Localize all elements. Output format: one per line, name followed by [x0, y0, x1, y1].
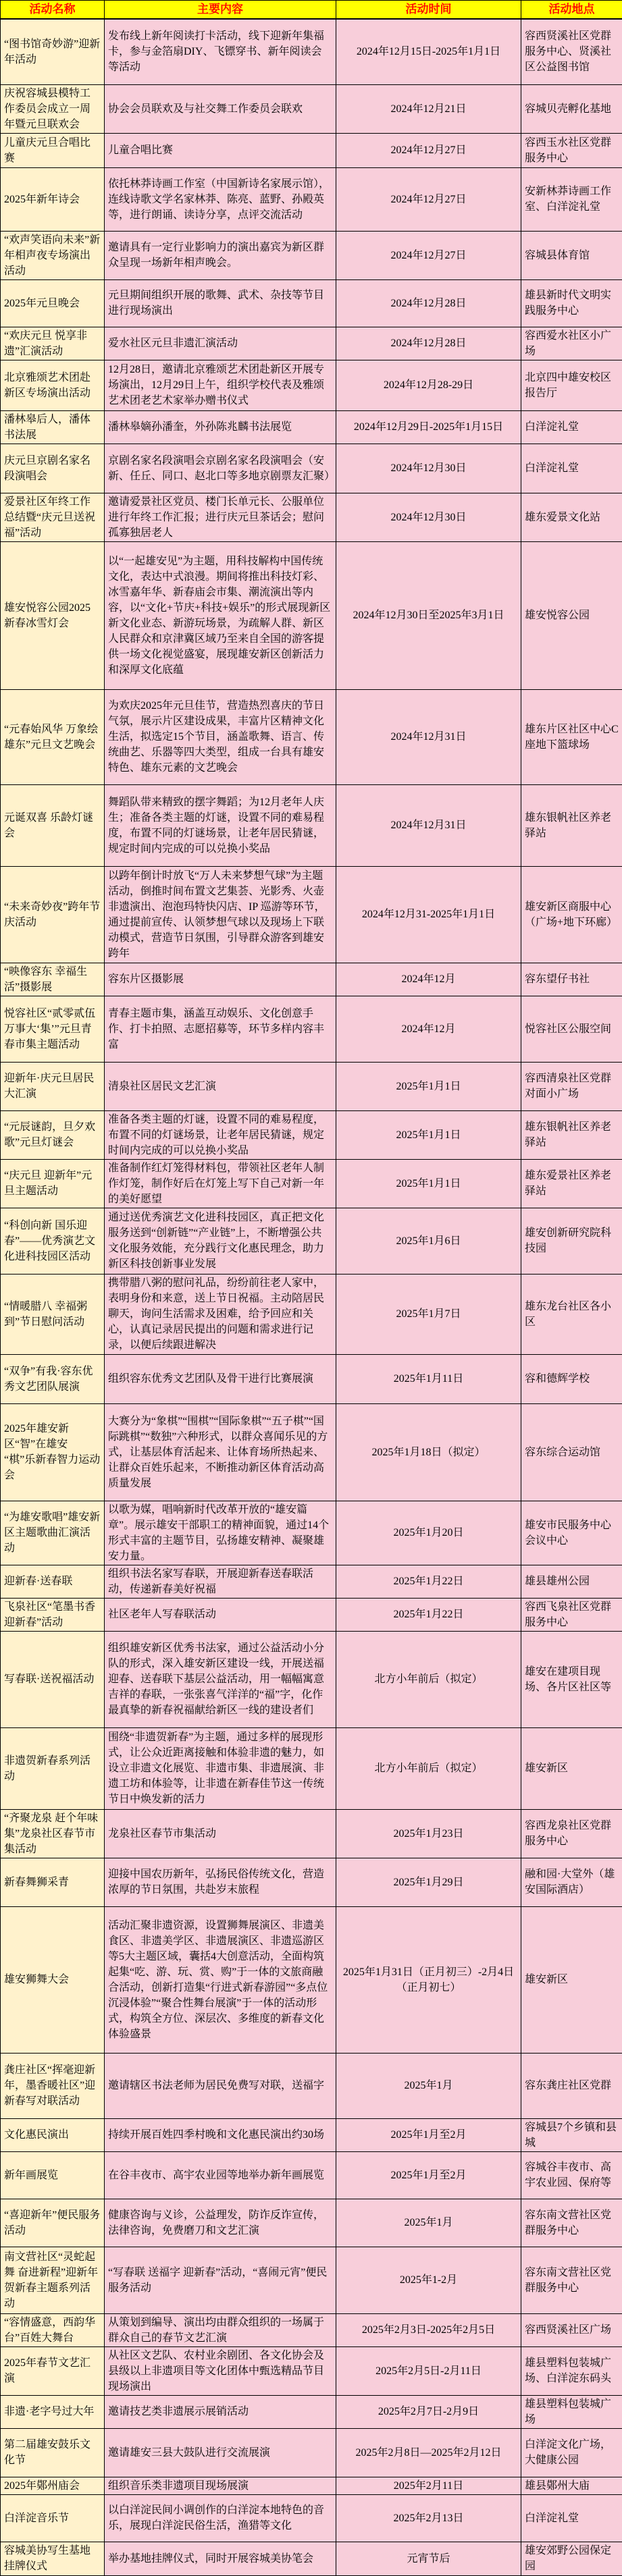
activity-location-cell: 白洋淀礼堂: [521, 410, 622, 444]
activity-name-cell: “容情盛意，西韵华台”百姓大舞台: [1, 2313, 105, 2346]
activity-time-cell: 2025年1月11日: [336, 1354, 521, 1403]
main-content-cell: 持续开展百姓四季村晚和文化惠民演出约30场: [105, 2118, 336, 2151]
main-content-cell: 邀请辖区书法老师为居民免费写对联，送福字: [105, 2053, 336, 2118]
activity-name-cell: 非遗·老字号过大年: [1, 2395, 105, 2428]
main-content-cell: 邀请具有一定行业影响力的演出嘉宾为新区群众呈现一场新年相声晚会。: [105, 231, 336, 279]
activity-location-cell: 雄安新区: [521, 1727, 622, 1809]
activity-location-cell: 容和德辉学校: [521, 1354, 622, 1403]
activity-time-cell: 2025年1月7日: [336, 1274, 521, 1354]
activity-name-cell: “喜迎新年”便民服务活动: [1, 2199, 105, 2247]
activity-time-cell: 2025年1月22日: [336, 1565, 521, 1598]
table-row: [1, 279, 622, 327]
activity-location-cell: 雄安创新研究院科技园: [521, 1208, 622, 1274]
table-row: [1, 410, 622, 444]
activity-location-cell: 容西爱水社区小广场: [521, 327, 622, 360]
activity-time-cell: 2024年12月: [336, 996, 521, 1062]
activity-name-cell: “图书馆奇妙游”迎新年活动: [1, 19, 105, 84]
main-content-cell: 从策划到编导、演出均由群众组织的一场属于群众自己的春节文艺汇演: [105, 2313, 336, 2346]
table-row: [1, 2395, 622, 2428]
activity-name-cell: “为雄安歌唱”雄安新区主题歌曲汇演活动: [1, 1501, 105, 1565]
activity-name-cell: 2025年新年诗会: [1, 167, 105, 231]
main-content-cell: 邀请爱景社区党员、楼门长单元长、公服单位进行年终工作汇报；进行庆元旦茶话会；慰问孤寡独居老人: [105, 493, 336, 541]
activity-name-cell: 容城美协写生基地挂牌仪式: [1, 2542, 105, 2575]
activity-name-cell: “元春始风华 万象绘雄东”元旦文艺晚会: [1, 689, 105, 784]
activity-location-cell: 雄县鄚州大庙: [521, 2477, 622, 2494]
activity-name-cell: 儿童庆元旦合唱比赛: [1, 133, 105, 167]
table-row: [1, 784, 622, 866]
table-row: [1, 1727, 622, 1809]
table-row: [1, 1159, 622, 1208]
activity-location-cell: 雄安在建项目现场、各片区社区等: [521, 1631, 622, 1727]
activity-time-cell: 2024年12月30日至2025年3月1日: [336, 541, 521, 689]
activity-time-cell: 2025年1月: [336, 2199, 521, 2247]
main-content-cell: 发布线上新年阅读打卡活动，线下迎新年集福卡，参与金箔扇DIY、飞镖穿书、新年阅读会等活动: [105, 19, 336, 84]
activity-name-cell: 2025年鄚州庙会: [1, 2477, 105, 2494]
table-row: [1, 1858, 622, 1906]
activity-location-cell: 容西玉水社区党群服务中心: [521, 133, 622, 167]
header-main-content: 主要内容: [105, 1, 336, 20]
activity-name-cell: 雄安狮舞大会: [1, 1906, 105, 2053]
activity-location-cell: 容城县7个乡镇和县城: [521, 2118, 622, 2151]
activity-location-cell: 雄县新时代文明实践服务中心: [521, 279, 622, 327]
activity-location-cell: 雄东片区社区中心C座地下篮球场: [521, 689, 622, 784]
activity-name-cell: “双争”有我·容东优秀文艺团队展演: [1, 1354, 105, 1403]
table-row: [1, 360, 622, 410]
table-row: [1, 444, 622, 493]
activity-location-cell: 容西龙泉社区党群服务中心: [521, 1809, 622, 1858]
table-row: [1, 689, 622, 784]
main-content-cell: 组织音乐类非遗项目现场展演: [105, 2477, 336, 2494]
activity-name-cell: 白洋淀音乐节: [1, 2494, 105, 2542]
activity-name-cell: 雄安悦容公园2025新春冰雪灯会: [1, 541, 105, 689]
activity-time-cell: 北方小年前后（拟定）: [336, 1631, 521, 1727]
activity-time-cell: 2025年1月6日: [336, 1208, 521, 1274]
activity-location-cell: 容城县体育馆: [521, 231, 622, 279]
activity-location-cell: 白洋淀礼堂: [521, 444, 622, 493]
activity-time-cell: 2024年12月29日-2025年1月15日: [336, 410, 521, 444]
main-content-cell: 以“一起雄安见”为主题，用科技解构中国传统文化，表达中式浪漫。期间将推出科技灯彩、冰雪嘉年华、新春庙会市集、潮流演出等内容，以“文化+节庆+科技+娱乐”的形式展现新区新文化业态、新游玩场景，为疏解人群、新区人民群众和京津冀区域乃至来自全国的游客提供一场文化视觉盛宴，展现雄安新区创新活力和深厚文化底蕴: [105, 541, 336, 689]
activity-location-cell: 雄县雄州公园: [521, 1565, 622, 1598]
main-content-cell: 通过送优秀演艺文化进科技园区，真正把文化服务送到“创新链”“产业链”上，不断增强公共文化服务效能，充分践行文化惠民理念，助力新区科技创新事业发展: [105, 1208, 336, 1274]
activity-location-cell: 雄安悦容公园: [521, 541, 622, 689]
activity-location-cell: 容东望仔书社: [521, 963, 622, 996]
activity-location-cell: 雄东银帆社区养老驿站: [521, 1110, 622, 1159]
main-content-cell: 12月28日，邀请北京雅颂艺术团赴新区开展专场演出，12月29日上午，组织学校代表及雅颂艺术团老艺术家举办赠书仪式: [105, 360, 336, 410]
activity-time-cell: 2025年2月11日: [336, 2477, 521, 2494]
activity-time-cell: 2025年2月8日—2025年2月12日: [336, 2428, 521, 2477]
table-row: [1, 963, 622, 996]
table-row: [1, 231, 622, 279]
table-row: [1, 996, 622, 1062]
activity-name-cell: “映像容东 幸福生活”摄影展: [1, 963, 105, 996]
activity-time-cell: 2025年1月22日: [336, 1598, 521, 1631]
activity-time-cell: 2025年1月18日（拟定）: [336, 1403, 521, 1501]
activity-time-cell: 2025年1月1日: [336, 1159, 521, 1208]
header-activity-name: 活动名称: [1, 1, 105, 20]
table-row: [1, 1274, 622, 1354]
activity-time-cell: 2025年2月13日: [336, 2494, 521, 2542]
table-row: [1, 1403, 622, 1501]
activity-time-cell: 2024年12月28日: [336, 327, 521, 360]
activity-name-cell: 第二届雄安鼓乐文化节: [1, 2428, 105, 2477]
main-content-cell: 青春主题市集，涵盖互动娱乐、文化创意手作、打卡拍照、志愿招募等，环节多样内容丰富: [105, 996, 336, 1062]
main-content-cell: 围绕“非遗贺新春”为主题，通过多样的展现形式，让公众近距离接触和体验非遗的魅力，如设立非遗文化展览、非遗市集、非遗展演、非遗工坊和体验等，让非遗在新春佳节这一传统节日中焕发新的活力: [105, 1727, 336, 1809]
activity-time-cell: 2024年12月28-29日: [336, 360, 521, 410]
table-row: [1, 133, 622, 167]
activity-location-cell: 容东综合运动馆: [521, 1403, 622, 1501]
table-row: [1, 2118, 622, 2151]
activity-time-cell: 2025年1月20日: [336, 1501, 521, 1565]
main-content-cell: 邀请技艺类非遗展示展销活动: [105, 2395, 336, 2428]
main-content-cell: 从社区文艺队、农村业余剧团、各文化协会及县级以上非遗项目等文化团体中甄选精品节目现场演出: [105, 2346, 336, 2395]
activity-time-cell: 2025年1月1日: [336, 1110, 521, 1159]
table-row: [1, 327, 622, 360]
table-row: [1, 2494, 622, 2542]
activity-time-cell: 2024年12月28日: [336, 279, 521, 327]
activity-time-cell: 2025年1月29日: [336, 1858, 521, 1906]
activity-location-cell: 北京四中雄安校区报告厅: [521, 360, 622, 410]
activity-name-cell: 迎新年·庆元旦居民大汇演: [1, 1062, 105, 1110]
activity-name-cell: “情暖腊八 幸福粥到”节日慰问活动: [1, 1274, 105, 1354]
table-row: [1, 2428, 622, 2477]
header-row: [1, 1, 622, 20]
main-content-cell: 组织书法名家写春联，开展迎新春送春联活动，传递新春美好祝福: [105, 1565, 336, 1598]
activity-name-cell: 新春舞狮采青: [1, 1858, 105, 1906]
activity-name-cell: 2025年元旦晚会: [1, 279, 105, 327]
activity-name-cell: “科创向新 国乐迎春”——优秀演艺文化进科技园区活动: [1, 1208, 105, 1274]
table-row: [1, 1598, 622, 1631]
activity-location-cell: 雄东银帆社区养老驿站: [521, 784, 622, 866]
table-row: [1, 1631, 622, 1727]
activity-location-cell: 雄东爱景社区养老驿站: [521, 1159, 622, 1208]
table-row: [1, 1906, 622, 2053]
activity-name-cell: 爱景社区年终工作总结暨“庆元旦送祝福”活动: [1, 493, 105, 541]
main-content-cell: 清泉社区居民文艺汇演: [105, 1062, 336, 1110]
activity-time-cell: 2024年12月15日-2025年1月1日: [336, 19, 521, 84]
activity-location-cell: 容东南文营社区党群服务中心: [521, 2199, 622, 2247]
activity-location-cell: 容西飞泉社区党群服务中心: [521, 1598, 622, 1631]
table-row: [1, 2346, 622, 2395]
main-content-cell: 组织容东优秀文艺团队及骨干进行比赛展演: [105, 1354, 336, 1403]
table-row: [1, 1354, 622, 1403]
table-row: [1, 866, 622, 963]
activity-location-cell: 容西贤溪社区广场: [521, 2313, 622, 2346]
main-content-cell: 依托林莽诗画工作室（中国新诗名家展示馆），连线诗歌文学名家林莽、陈亮、蓝野、孙殿英等，进行朗诵、读诗分享，点评交流活动: [105, 167, 336, 231]
activity-name-cell: 迎新春·送春联: [1, 1565, 105, 1598]
activity-location-cell: 雄东爱景文化站: [521, 493, 622, 541]
header-activity-location: 活动地点: [521, 1, 622, 20]
activity-name-cell: 龚庄社区“挥毫迎新年，墨香暖社区”迎新春写对联活动: [1, 2053, 105, 2118]
activity-time-cell: 2025年2月7日-2月9日: [336, 2395, 521, 2428]
activity-name-cell: 潘林皋后人，潘体书法展: [1, 410, 105, 444]
table-row: [1, 2053, 622, 2118]
activity-name-cell: 非遗贺新春系列活动: [1, 1727, 105, 1809]
main-content-cell: 潘林皋嫡孙潘奎，外孙陈兆麟书法展览: [105, 410, 336, 444]
main-content-cell: 舞蹈队带来精致的摆字舞蹈；为12月老年人庆生；准备各类主题的灯谜，设置不同的难易程度，布置不同的灯谜场景，让老年居民猜谜，规定时间内完成的可以兑换小奖品: [105, 784, 336, 866]
activity-name-cell: 庆祝容城县模特工作委员会成立一周年暨元旦联欢会: [1, 84, 105, 133]
activity-location-cell: 雄安市民服务中心会议中心: [521, 1501, 622, 1565]
main-content-cell: 以跨年倒计时放飞“万人未来梦想气球”为主题活动，倒推时间布置文艺集荟、光影秀、火壶非遗演出、泡泡玛特快闪店、IP 巡游等环节，通过提前宣传、认领梦想气球以及现场上下联动模式，营造节日氛围，引导群众游客到雄安跨年: [105, 866, 336, 963]
activity-name-cell: “欢庆元旦 悦享非遗”汇演活动: [1, 327, 105, 360]
table-row: [1, 2199, 622, 2247]
main-content-cell: 龙泉社区春节市集活动: [105, 1809, 336, 1858]
activity-location-cell: 雄安郊野公园保定园: [521, 2542, 622, 2575]
activity-time-cell: 2024年12月30日: [336, 444, 521, 493]
header-activity-time: 活动时间: [336, 1, 521, 20]
activity-time-cell: 2025年1-2月: [336, 2247, 521, 2313]
main-content-cell: 容东片区摄影展: [105, 963, 336, 996]
activity-time-cell: 2025年1月31日（正月初三）-2月4日（正月初七）: [336, 1906, 521, 2053]
main-content-cell: 大赛分为“象棋”“围棋”“国际象棋”“五子棋”“国际跳棋”“数独”六种形式，以群众喜闻乐见的方式，让基层体育活起来、让体育场所热起来、让群众百姓乐起来，不断推动新区体育活动高质量发展: [105, 1403, 336, 1501]
activity-location-cell: 雄县塑料包装城广场、白洋淀东码头: [521, 2346, 622, 2395]
activity-name-cell: 庆元旦京剧名家名段演唱会: [1, 444, 105, 493]
table-row: [1, 2313, 622, 2346]
main-content-cell: 儿童合唱比赛: [105, 133, 336, 167]
activity-time-cell: 2024年12月31-2025年1月1日: [336, 866, 521, 963]
main-content-cell: 准备制作红灯笼得材料包，带领社区老年人制作灯笼，制作好后在灯笼上写下自己对新一年的美好愿望: [105, 1159, 336, 1208]
activity-location-cell: 雄县塑料包装城广场: [521, 2395, 622, 2428]
activity-location-cell: 容东龚庄社区党群: [521, 2053, 622, 2118]
activity-time-cell: 2025年1月至2月: [336, 2151, 521, 2199]
activity-name-cell: “未来奇妙夜”跨年节庆活动: [1, 866, 105, 963]
table-row: [1, 541, 622, 689]
activity-name-cell: 北京雅颂艺术团赴新区专场演出活动: [1, 360, 105, 410]
activity-location-cell: 容西清泉社区党群对面小广场: [521, 1062, 622, 1110]
table-row: [1, 19, 622, 84]
main-content-cell: 邀请雄安三县大鼓队进行交流展演: [105, 2428, 336, 2477]
table-body: [1, 19, 622, 2575]
table-row: [1, 84, 622, 133]
activity-name-cell: 飞泉社区“笔墨书香迎新春”活动: [1, 1598, 105, 1631]
table-row: [1, 167, 622, 231]
activity-name-cell: 写春联·送祝福活动: [1, 1631, 105, 1727]
activity-name-cell: 悦容社区“贰零贰伍 万事大‘集’”元旦青春市集主题活动: [1, 996, 105, 1062]
activity-name-cell: “庆元旦 迎新年”元旦主题活动: [1, 1159, 105, 1208]
activity-name-cell: “欢声笑语向未来”新年相声夜专场演出活动: [1, 231, 105, 279]
main-content-cell: 举办基地挂牌仪式，同时开展容城美协笔会: [105, 2542, 336, 2575]
main-content-cell: 准备各类主题的灯谜，设置不同的难易程度，布置不同的灯谜场景，让老年居民猜谜，规定时间内完成的可以兑换小奖品: [105, 1110, 336, 1159]
activity-time-cell: 2024年12月31日: [336, 784, 521, 866]
activity-name-cell: 文化惠民演出: [1, 2118, 105, 2151]
activity-time-cell: 2025年1月1日: [336, 1062, 521, 1110]
table-row: [1, 1110, 622, 1159]
activity-name-cell: 2025年春节文艺汇演: [1, 2346, 105, 2395]
main-content-cell: 活动汇聚非遗资源，设置狮舞展演区、非遗美食区、非遗美学区、非遗展演区、非遗巡游区等5大主题区域，囊括4大创意活动，全面构筑起集“吃、游、玩、赏、购”于一体的文旅商融合活动，创新打造集“行进式新春游园”“多点位沉浸体验”“聚合性舞台展演”于一体的活动形式，构筑全方位、深层次、多维度的新春文化体验盛景: [105, 1906, 336, 2053]
table-row: [1, 1501, 622, 1565]
activity-time-cell: 2025年1月: [336, 2053, 521, 2118]
main-content-cell: 元旦期间组织开展的歌舞、武术、杂技等节目进行现场演出: [105, 279, 336, 327]
main-content-cell: “写春联 送福字 迎新春”活动，“喜闹元宵”便民服务活动: [105, 2247, 336, 2313]
activity-time-cell: 2025年2月5日-2月11日: [336, 2346, 521, 2395]
activity-time-cell: 2025年1月23日: [336, 1809, 521, 1858]
activity-time-cell: 2024年12月31日: [336, 689, 521, 784]
main-content-cell: 在谷丰夜市、高宇农业园等地举办新年画展览: [105, 2151, 336, 2199]
main-content-cell: 组织雄安新区优秀书法家，通过公益活动小分队的形式，深入雄安新区建设一线，开展送福迎春、送春联下基层公益活动，用一幅幅寓意吉祥的春联，一张张喜气洋洋的“福”字，化作最真挚的新春祝福献给新区一线的建设者们: [105, 1631, 336, 1727]
activity-location-cell: 容城贝壳孵化基地: [521, 84, 622, 133]
table-row: [1, 1208, 622, 1274]
main-content-cell: 京剧名家名段演唱会京剧名家名段演唱会（安新、任丘、同口、赵北口等多地京剧票友汇聚）: [105, 444, 336, 493]
activity-time-cell: 2025年1月至2月: [336, 2118, 521, 2151]
table-row: [1, 1062, 622, 1110]
table-row: [1, 2247, 622, 2313]
main-content-cell: 社区老年人写春联活动: [105, 1598, 336, 1631]
table-row: [1, 2151, 622, 2199]
activity-name-cell: 2025年雄安新区“智”在雄安 “棋”乐新春智力运动会: [1, 1403, 105, 1501]
activity-time-cell: 2024年12月21日: [336, 84, 521, 133]
table-row: [1, 2542, 622, 2575]
activity-name-cell: 新年画展览: [1, 2151, 105, 2199]
activity-time-cell: 2024年12月27日: [336, 167, 521, 231]
activity-time-cell: 2024年12月30日: [336, 493, 521, 541]
activity-name-cell: “齐聚龙泉 赶个年味集”龙泉社区春节市集活动: [1, 1809, 105, 1858]
activity-location-cell: 雄东龙台社区各小区: [521, 1274, 622, 1354]
table-row: [1, 493, 622, 541]
table-row: [1, 1565, 622, 1598]
main-content-cell: 迎接中国农历新年，弘扬民俗传统文化，营造浓厚的节日氛围，共赴岁末旅程: [105, 1858, 336, 1906]
main-content-cell: 协会会员联欢及与社交舞工作委员会联欢: [105, 84, 336, 133]
activity-location-cell: 雄安新区商服中心（广场+地下环廊）: [521, 866, 622, 963]
activity-time-cell: 2025年2月3日-2025年2月5日: [336, 2313, 521, 2346]
main-content-cell: 健康咨询与义诊，公益理发，防诈反诈宣传，法律咨询，免费磨刀和文艺汇演: [105, 2199, 336, 2247]
activity-time-cell: 元宵节后: [336, 2542, 521, 2575]
table-row: [1, 1809, 622, 1858]
table-row: [1, 2477, 622, 2494]
activity-location-cell: 容城谷丰夜市、高宇农业园、保府等: [521, 2151, 622, 2199]
activity-location-cell: 容西贤溪社区党群服务中心、贤溪社区公益图书馆: [521, 19, 622, 84]
activity-name-cell: 南文营社区“灵蛇起舞 奋进新程”迎新年贺新春主题系列活动: [1, 2247, 105, 2313]
activity-location-cell: 白洋淀文化广场，大健康公园: [521, 2428, 622, 2477]
main-content-cell: 携带腊八粥的慰问礼品，纷纷前往老人家中，表明身份和来意，送上节日祝福。主动陪居民聊天，询问生活需求及困难，给予回应和关心，认真记录居民提出的问题和需求进行记录，以便后续跟进解决: [105, 1274, 336, 1354]
main-content-cell: 为欢庆2025年元旦佳节，营造热烈喜庆的节日气氛，展示片区建设成果，丰富片区精神文化生活，拟选定15个节目，涵盖歌舞、语言、传统曲艺、乐器等四大类型，组成一台具有雄安特色、雄东元素的文艺晚会: [105, 689, 336, 784]
activity-location-cell: 悦容社区公服空间: [521, 996, 622, 1062]
activity-location-cell: 雄安新区: [521, 1906, 622, 2053]
activity-time-cell: 2024年12月27日: [336, 133, 521, 167]
activity-location-cell: 容东南文营社区党群服务中心: [521, 2247, 622, 2313]
activity-location-cell: 安新林莽诗画工作室、白洋淀礼堂: [521, 167, 622, 231]
main-content-cell: 爱水社区元旦非遗汇演活动: [105, 327, 336, 360]
activity-name-cell: “元辰谜韵，旦夕欢歌”元旦灯谜会: [1, 1110, 105, 1159]
activity-time-cell: 北方小年前后（拟定）: [336, 1727, 521, 1809]
activity-name-cell: 元诞双喜 乐龄灯谜会: [1, 784, 105, 866]
activity-time-cell: 2024年12月27日: [336, 231, 521, 279]
activity-location-cell: 融和园·大堂外（雄安国际酒店）: [521, 1858, 622, 1906]
main-content-cell: 以白洋淀民间小调创作的白洋淀本地特色的音乐，展现白洋淀民俗生活，渔猎等文化: [105, 2494, 336, 2542]
activity-time-cell: 2024年12月: [336, 963, 521, 996]
main-content-cell: 以歌为媒，唱响新时代改革开放的“雄安篇章”。展示雄安干部职工的精神面貌，通过14个形式丰富的主题节目，弘扬雄安精神、凝聚雄安力量。: [105, 1501, 336, 1565]
activity-location-cell: 白洋淀礼堂: [521, 2494, 622, 2542]
